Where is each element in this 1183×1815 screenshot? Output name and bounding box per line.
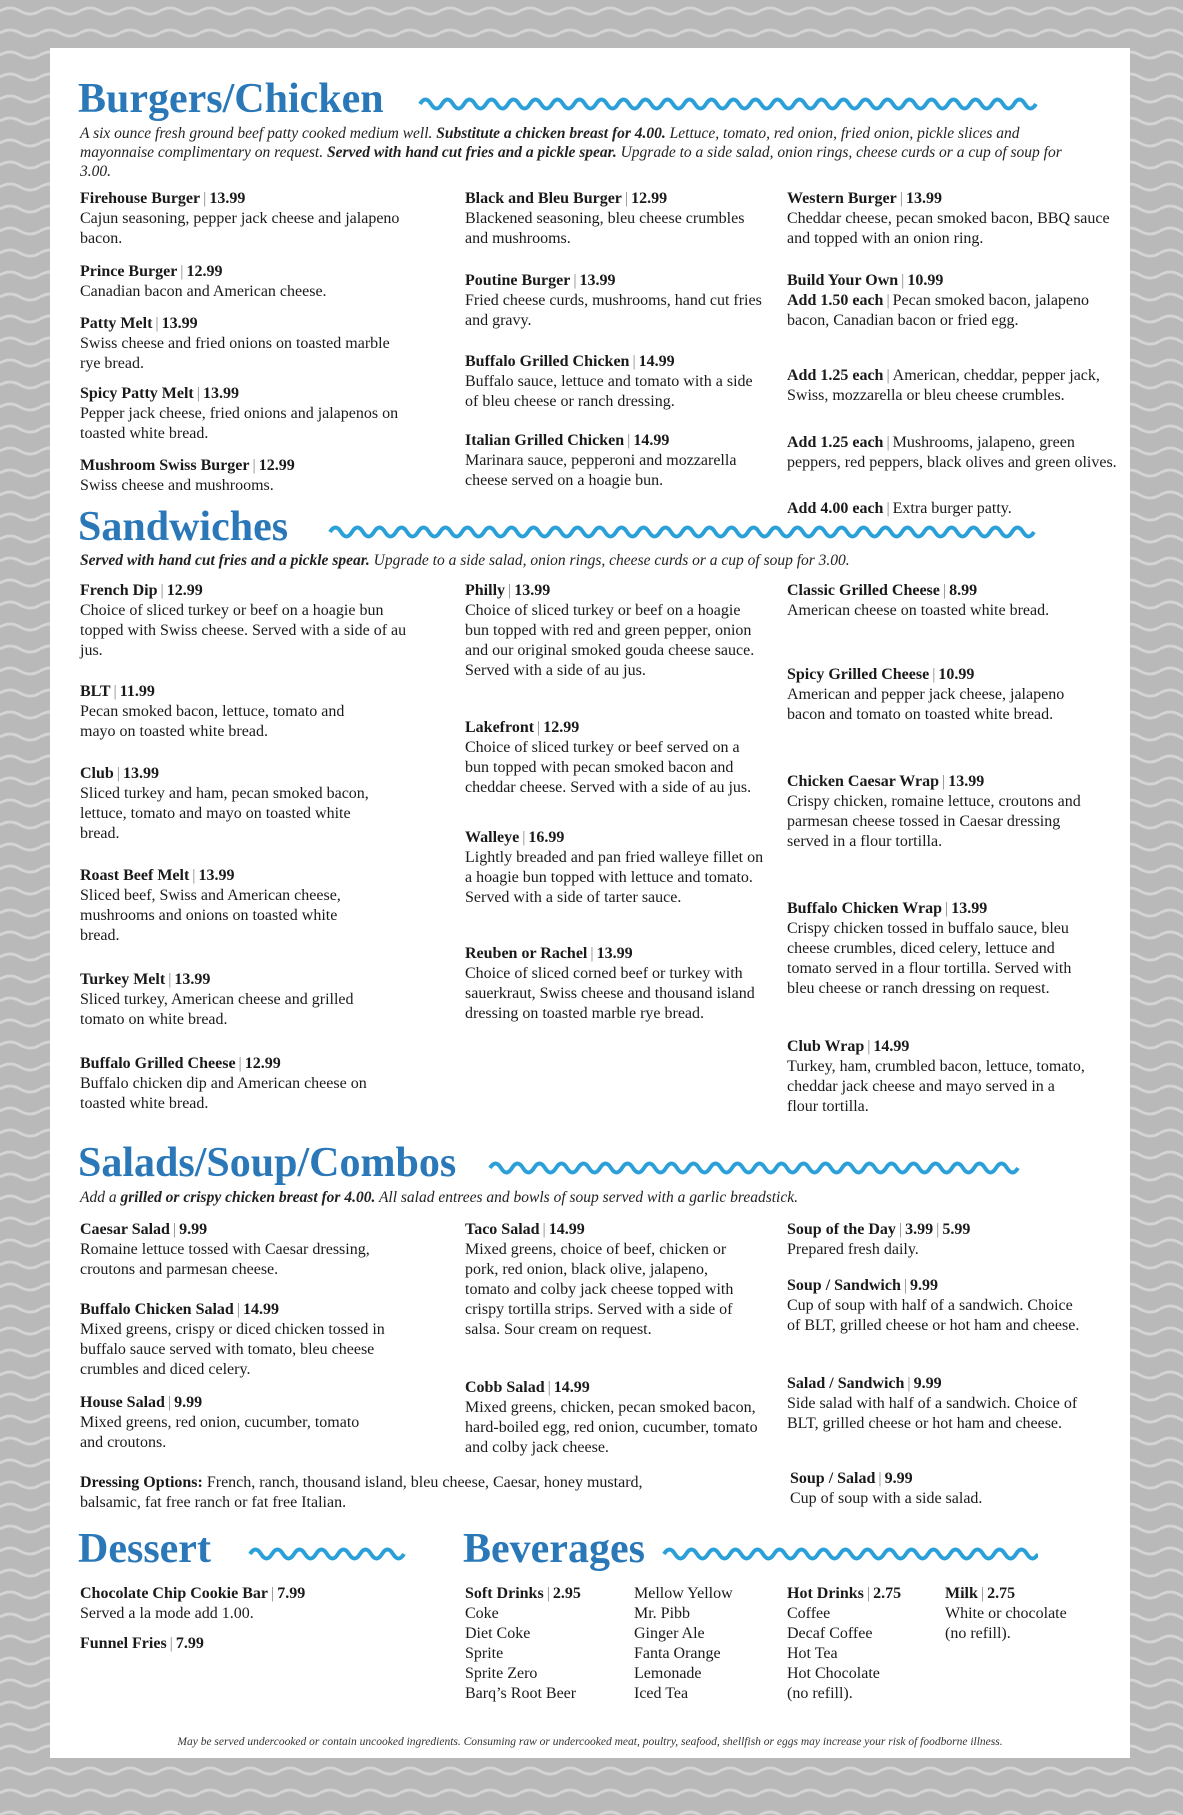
item-name: Add 1.50 each bbox=[787, 292, 884, 309]
item-price: 13.99 bbox=[579, 272, 616, 289]
footer-disclaimer: May be served undercooked or contain uncooked ingredients. Consuming raw or undercooked meat, poultry, seafood, shellfish or eggs may increase your risk of foodborne illness. bbox=[177, 1736, 1003, 1748]
item-description: Marinara sauce, pepperoni and mozzarella cheese served on a hoagie bun. bbox=[465, 452, 737, 489]
item-price: 12.99 bbox=[186, 263, 223, 280]
menu-item: Club Wrap | 14.99 Turkey, ham, crumbled bacon, lettuce, tomato, cheddar jack cheese and mayo served in a flour tortilla. bbox=[787, 1037, 1087, 1117]
item-name: French Dip bbox=[80, 582, 158, 599]
list-item: Mr. Pibb bbox=[634, 1605, 691, 1622]
item-price: 9.99 bbox=[174, 1394, 203, 1411]
item-name: Mushroom Swiss Burger bbox=[80, 457, 250, 474]
salads-title: Salads/Soup/Combos bbox=[78, 1140, 457, 1186]
item-description: Side salad with half of a sandwich. Choice of BLT, grilled cheese or hot ham and cheese. bbox=[787, 1395, 1078, 1432]
menu-item: Soup / Salad | 9.99 Cup of soup with a side salad. bbox=[790, 1469, 1090, 1509]
item-price: 13.99 bbox=[514, 582, 551, 599]
item-name: Buffalo Grilled Chicken bbox=[465, 353, 630, 370]
burgers-title: Burgers/Chicken bbox=[78, 76, 384, 122]
sandwiches-title: Sandwiches bbox=[78, 504, 289, 550]
menu-item: Spicy Grilled Cheese | 10.99 American and pepper jack cheese, jalapeno bacon and tomato on toasted white bread. bbox=[787, 665, 1087, 725]
list-item: Coke bbox=[465, 1605, 499, 1622]
item-price: 11.99 bbox=[119, 683, 155, 700]
item-price: 14.99 bbox=[873, 1038, 910, 1055]
item-description: Pecan smoked bacon, lettuce, tomato and mayo on toasted white bread. bbox=[80, 703, 345, 740]
menu-item: Philly | 13.99 Choice of sliced turkey or beef on a hoagie bun topped with red and green pepper, onion and our original smoked gouda cheese sauce. Served with a side of au jus. bbox=[465, 581, 765, 681]
item-price: 3.99 bbox=[905, 1221, 934, 1238]
item-name: Buffalo Chicken Salad bbox=[80, 1301, 234, 1318]
list-item: Diet Coke bbox=[465, 1625, 531, 1642]
burgers-intro-text-1: A six ounce fresh ground beef patty cooked medium well. bbox=[80, 125, 437, 142]
sandwiches-wave-divider bbox=[328, 518, 1038, 542]
item-price: 13.99 bbox=[209, 190, 246, 207]
hot-drinks-header: Hot Drinks | 2.75 bbox=[787, 1585, 902, 1602]
item-name: Soup / Sandwich bbox=[787, 1277, 901, 1294]
item-description: Turkey, ham, crumbled bacon, lettuce, tomato, cheddar jack cheese and mayo served in a flour tortilla. bbox=[787, 1058, 1085, 1115]
item-name: Prince Burger bbox=[80, 263, 178, 280]
menu-item: Prince Burger | 12.99 Canadian bacon and American cheese. bbox=[80, 262, 410, 302]
menu-item: Spicy Patty Melt | 13.99 Pepper jack cheese, fried onions and jalapenos on toasted white bread. bbox=[80, 384, 410, 444]
item-description: Pepper jack cheese, fried onions and jalapenos on toasted white bread. bbox=[80, 405, 399, 442]
burgers-intro bbox=[80, 124, 1080, 181]
item-name: Cobb Salad bbox=[465, 1379, 545, 1396]
burgers-wave-divider bbox=[418, 90, 1038, 114]
dessert-wave-divider bbox=[248, 1540, 423, 1564]
menu-item: Chicken Caesar Wrap | 13.99 Crispy chicken, romaine lettuce, croutons and parmesan cheese tossed in Caesar dressing served in a flour tortilla. bbox=[787, 772, 1087, 852]
salads-intro bbox=[80, 1188, 1080, 1207]
item-description: Mushrooms, jalapeno, green peppers, red peppers, black olives and green olives. bbox=[787, 434, 1117, 471]
item-name: Caesar Salad bbox=[80, 1221, 170, 1238]
item-description: Cup of soup with half of a sandwich. Choice of BLT, grilled cheese or hot ham and cheese. bbox=[787, 1297, 1080, 1334]
menu-page bbox=[50, 48, 1130, 1758]
list-item: Decaf Coffee bbox=[787, 1625, 873, 1642]
item-price: 12.99 bbox=[244, 1055, 281, 1072]
beverages-wave-divider bbox=[662, 1540, 1038, 1564]
menu-item: Classic Grilled Cheese | 8.99 American cheese on toasted white bread. bbox=[787, 581, 1087, 621]
salads-intro-text-1: Add a bbox=[80, 1189, 121, 1206]
item-description: Pecan smoked bacon, jalapeno bacon, Canadian bacon or fried egg. bbox=[787, 292, 1090, 329]
sandwiches-intro bbox=[80, 551, 1080, 570]
item-name: Buffalo Grilled Cheese bbox=[80, 1055, 236, 1072]
item-price: 16.99 bbox=[528, 829, 565, 846]
item-description: Swiss cheese and mushrooms. bbox=[80, 477, 274, 494]
menu-item: BLT | 11.99 Pecan smoked bacon, lettuce, tomato and mayo on toasted white bread. bbox=[80, 682, 380, 742]
list-item: Ginger Ale bbox=[634, 1625, 705, 1642]
item-description: Swiss cheese and fried onions on toasted marble rye bread. bbox=[80, 335, 390, 372]
menu-item: Mushroom Swiss Burger | 12.99 Swiss cheese and mushrooms. bbox=[80, 456, 410, 496]
item-description: Served a la mode add 1.00. bbox=[80, 1605, 254, 1622]
menu-item: Poutine Burger | 13.99 Fried cheese curds, mushrooms, hand cut fries and gravy. bbox=[465, 271, 765, 331]
menu-item: Chocolate Chip Cookie Bar | 7.99 Served a la mode add 1.00. bbox=[80, 1584, 420, 1624]
dressing-text: French, ranch, thousand island, bleu cheese, Caesar, honey mustard, balsamic, fat free ranch or fat free Italian. bbox=[80, 1474, 643, 1511]
item-name: Soft Drinks bbox=[465, 1585, 544, 1602]
soft-drinks-list-2 bbox=[634, 1584, 733, 1704]
item-name: Poutine Burger bbox=[465, 272, 571, 289]
item-description: Mixed greens, chicken, pecan smoked bacon, hard-boiled egg, red onion, cucumber, tomato and colby jack cheese. bbox=[465, 1399, 758, 1456]
beverages-title: Beverages bbox=[463, 1526, 645, 1572]
item-description: Fried cheese curds, mushrooms, hand cut fries and gravy. bbox=[465, 292, 762, 329]
item-name: Club bbox=[80, 765, 114, 782]
item-price: 13.99 bbox=[951, 900, 988, 917]
item-price: 13.99 bbox=[123, 765, 159, 782]
menu-item: Add 4.00 each | Extra burger patty. bbox=[787, 500, 1012, 517]
menu-item: Cobb Salad | 14.99 Mixed greens, chicken, pecan smoked bacon, hard-boiled egg, red onion, cucumber, tomato and colby jack cheese. bbox=[465, 1378, 775, 1458]
menu-item: Salad / Sandwich | 9.99 Side salad with half of a sandwich. Choice of BLT, grilled cheese or hot ham and cheese. bbox=[787, 1374, 1087, 1434]
menu-item: Club | 13.99 Sliced turkey and ham, pecan smoked bacon, lettuce, tomato and mayo on toasted white bread. bbox=[80, 764, 380, 844]
item-price: 8.99 bbox=[949, 582, 978, 599]
menu-item: French Dip | 12.99 Choice of sliced turkey or beef on a hoagie bun topped with Swiss cheese. Served with a side of au jus. bbox=[80, 581, 410, 661]
item-name: Build Your Own bbox=[787, 272, 899, 289]
item-price: 7.99 bbox=[175, 1635, 204, 1652]
item-name: Black and Bleu Burger bbox=[465, 190, 622, 207]
item-description: Mixed greens, choice of beef, chicken or pork, red onion, black olive, jalapeno, tomato and colby jack cheese topped with crispy tortilla strips. Served with a side of salsa. Sour cream on request. bbox=[465, 1241, 734, 1338]
item-price: 7.99 bbox=[277, 1585, 306, 1602]
item-description: American and pepper jack cheese, jalapeno bacon and tomato on toasted white bread. bbox=[787, 686, 1065, 723]
item-price: 12.99 bbox=[543, 719, 580, 736]
item-price: 14.99 bbox=[548, 1221, 585, 1238]
item-name: Salad / Sandwich bbox=[787, 1375, 905, 1392]
item-name: Turkey Melt bbox=[80, 971, 166, 988]
menu-item: Taco Salad | 14.99 Mixed greens, choice of beef, chicken or pork, red onion, black olive, jalapeno, tomato and colby jack cheese topped with crispy tortilla strips. Served with a side of salsa. Sour cream on request. bbox=[465, 1220, 755, 1340]
menu-item: Roast Beef Melt | 13.99 Sliced beef, Swiss and American cheese, mushrooms and onions on toasted white bread. bbox=[80, 866, 380, 946]
item-price: 9.99 bbox=[884, 1470, 913, 1487]
item-price: 13.99 bbox=[905, 190, 942, 207]
item-price: 12.99 bbox=[166, 582, 203, 599]
item-price: 13.99 bbox=[596, 945, 633, 962]
list-item: Hot Tea bbox=[787, 1645, 838, 1662]
item-description: Choice of sliced turkey or beef on a hoagie bun topped with red and green pepper, onion and our original smoked gouda cheese sauce. Served with a side of au jus. bbox=[465, 602, 755, 679]
item-price: 10.99 bbox=[907, 272, 944, 289]
list-item: Hot Chocolate bbox=[787, 1665, 880, 1682]
menu-item: Buffalo Chicken Wrap | 13.99 Crispy chicken tossed in buffalo sauce, bleu cheese crumbles, diced celery, lettuce and tomato served in a flour tortilla. Served with bleu cheese or ranch dressing on request. bbox=[787, 899, 1087, 999]
milk-list bbox=[945, 1604, 1067, 1644]
item-name: Chicken Caesar Wrap bbox=[787, 773, 940, 790]
item-name: Firehouse Burger bbox=[80, 190, 201, 207]
item-price: 9.99 bbox=[910, 1277, 939, 1294]
item-name: Milk bbox=[945, 1585, 978, 1602]
item-description: Extra burger patty. bbox=[892, 500, 1012, 517]
menu-item: House Salad | 9.99 Mixed greens, red onion, cucumber, tomato and croutons. bbox=[80, 1393, 380, 1453]
item-description: American cheese on toasted white bread. bbox=[787, 602, 1050, 619]
salads-intro-bold: grilled or crispy chicken breast for 4.00. bbox=[120, 1189, 376, 1206]
item-name: Soup of the Day bbox=[787, 1221, 896, 1238]
item-name: Western Burger bbox=[787, 190, 897, 207]
menu-item: Italian Grilled Chicken | 14.99 Marinara sauce, pepperoni and mozzarella cheese served on a hoagie bun. bbox=[465, 431, 765, 491]
burgers-intro-bold-1: Substitute a chicken breast for 4.00. bbox=[436, 125, 666, 142]
sandwiches-intro-bold: Served with hand cut fries and a pickle spear. bbox=[80, 552, 370, 569]
menu-item: Black and Bleu Burger | 12.99 Blackened seasoning, bleu cheese crumbles and mushrooms. bbox=[465, 189, 765, 249]
list-item: Fanta Orange bbox=[634, 1645, 721, 1662]
item-description: Prepared fresh daily. bbox=[787, 1241, 919, 1258]
menu-item: Buffalo Grilled Chicken | 14.99 Buffalo sauce, lettuce and tomato with a side of bleu cheese or ranch dressing. bbox=[465, 352, 765, 412]
item-name: Add 1.25 each bbox=[787, 367, 884, 384]
item-name: Reuben or Rachel bbox=[465, 945, 588, 962]
item-price: 2.75 bbox=[873, 1585, 902, 1602]
list-item: Mellow Yellow bbox=[634, 1585, 733, 1602]
item-description: American, cheddar, pepper jack, Swiss, mozzarella or bleu cheese crumbles. bbox=[787, 367, 1100, 404]
list-item: (no refill). bbox=[945, 1625, 1011, 1642]
item-description: Canadian bacon and American cheese. bbox=[80, 283, 327, 300]
item-description: Choice of sliced corned beef or turkey with sauerkraut, Swiss cheese and thousand island dressing on toasted marble rye bread. bbox=[465, 965, 755, 1022]
menu-item: Add 1.50 each | Pecan smoked bacon, jalapeno bacon, Canadian bacon or fried egg. bbox=[787, 292, 1090, 329]
item-description: Cup of soup with a side salad. bbox=[790, 1490, 983, 1507]
menu-item: Lakefront | 12.99 Choice of sliced turkey or beef served on a bun topped with pecan smoked bacon and cheddar cheese. Served with a side of au jus. bbox=[465, 718, 765, 798]
menu-item: Buffalo Chicken Salad | 14.99 Mixed greens, crispy or diced chicken tossed in buffalo sauce served with tomato, bleu cheese crumbles and diced celery. bbox=[80, 1300, 410, 1380]
menu-item: Reuben or Rachel | 13.99 Choice of sliced corned beef or turkey with sauerkraut, Swiss cheese and thousand island dressing on toasted marble rye bread. bbox=[465, 944, 765, 1024]
menu-item: Build Your Own | 10.99 bbox=[787, 272, 944, 289]
item-price-bowl: 5.99 bbox=[942, 1221, 971, 1238]
list-item: Iced Tea bbox=[634, 1685, 689, 1702]
item-description: Mixed greens, crispy or diced chicken tossed in buffalo sauce served with tomato, bleu cheese crumbles and diced celery. bbox=[80, 1321, 385, 1378]
salads-intro-text-2: All salad entrees and bowls of soup served with a garlic breadstick. bbox=[375, 1189, 798, 1206]
item-price: 14.99 bbox=[553, 1379, 590, 1396]
item-name: House Salad bbox=[80, 1394, 165, 1411]
item-name: Hot Drinks bbox=[787, 1585, 864, 1602]
item-name: Funnel Fries bbox=[80, 1635, 167, 1652]
item-price: 13.99 bbox=[198, 867, 235, 884]
menu-item: Buffalo Grilled Cheese | 12.99 Buffalo chicken dip and American cheese on toasted white bread. bbox=[80, 1054, 380, 1114]
item-price: 12.99 bbox=[258, 457, 295, 474]
burgers-intro-bold-2: Served with hand cut fries and a pickle spear. bbox=[326, 144, 617, 161]
menu-item: Caesar Salad | 9.99 Romaine lettuce tossed with Caesar dressing, croutons and parmesan cheese. bbox=[80, 1220, 400, 1280]
item-name: Italian Grilled Chicken bbox=[465, 432, 625, 449]
item-description: Sliced turkey and ham, pecan smoked bacon, lettuce, tomato and mayo on toasted white bread. bbox=[80, 785, 369, 842]
item-name: Chocolate Chip Cookie Bar bbox=[80, 1585, 268, 1602]
item-name: Classic Grilled Cheese bbox=[787, 582, 940, 599]
item-name: Soup / Salad bbox=[790, 1470, 876, 1487]
item-name: Spicy Patty Melt bbox=[80, 385, 194, 402]
menu-item: Firehouse Burger | 13.99 Cajun seasoning, pepper jack cheese and jalapeno bacon. bbox=[80, 189, 410, 249]
item-price: 9.99 bbox=[179, 1221, 208, 1238]
item-price: 13.99 bbox=[202, 385, 239, 402]
item-description: Lightly breaded and pan fried walleye fillet on a hoagie bun topped with lettuce and tomato. Served with a side of tarter sauce. bbox=[465, 849, 764, 906]
item-description: Mixed greens, red onion, cucumber, tomato and croutons. bbox=[80, 1414, 360, 1451]
item-price: 13.99 bbox=[161, 315, 198, 332]
item-price: 10.99 bbox=[938, 666, 975, 683]
item-description: Choice of sliced turkey or beef on a hoagie bun topped with Swiss cheese. Served with a side of au jus. bbox=[80, 602, 407, 659]
dessert-title: Dessert bbox=[78, 1526, 211, 1572]
item-name: Spicy Grilled Cheese bbox=[787, 666, 930, 683]
salads-wave-divider bbox=[488, 1154, 1038, 1178]
item-price: 13.99 bbox=[948, 773, 985, 790]
item-description: Cheddar cheese, pecan smoked bacon, BBQ sauce and topped with an onion ring. bbox=[787, 210, 1110, 247]
dressing-options bbox=[80, 1473, 660, 1513]
menu-item: Add 1.25 each | American, cheddar, pepper jack, Swiss, mozzarella or bleu cheese crumbles. bbox=[787, 367, 1100, 404]
item-name: Buffalo Chicken Wrap bbox=[787, 900, 942, 917]
item-price: 14.99 bbox=[638, 353, 675, 370]
list-item: White or chocolate bbox=[945, 1605, 1067, 1622]
menu-item: Walleye | 16.99 Lightly breaded and pan fried walleye fillet on a hoagie bun topped with lettuce and tomato. Served with a side of tarter sauce. bbox=[465, 829, 764, 906]
menu-item: Soup of the Day | 3.99 | 5.99 Prepared fresh daily. bbox=[787, 1220, 1087, 1260]
menu-item: Patty Melt | 13.99 Swiss cheese and fried onions on toasted marble rye bread. bbox=[80, 314, 410, 374]
item-description: Sliced turkey, American cheese and grilled tomato on white bread. bbox=[80, 991, 354, 1028]
item-price: 2.95 bbox=[552, 1585, 581, 1602]
menu-item: Add 1.25 each | Mushrooms, jalapeno, green peppers, red peppers, black olives and green olives. bbox=[787, 434, 1117, 471]
item-name: Roast Beef Melt bbox=[80, 867, 190, 884]
list-item: Sprite bbox=[465, 1645, 504, 1662]
item-name: Patty Melt bbox=[80, 315, 153, 332]
item-name: Lakefront bbox=[465, 719, 535, 736]
menu-item: Western Burger | 13.99 Cheddar cheese, pecan smoked bacon, BBQ sauce and topped with an onion ring. bbox=[787, 189, 1117, 249]
sandwiches-intro-text: Upgrade to a side salad, onion rings, cheese curds or a cup of soup for 3.00. bbox=[369, 552, 850, 569]
item-price: 13.99 bbox=[174, 971, 211, 988]
item-name: Add 4.00 each bbox=[787, 500, 884, 517]
item-price: 9.99 bbox=[913, 1375, 942, 1392]
item-description: Choice of sliced turkey or beef served on a bun topped with pecan smoked bacon and cheddar cheese. Served with a side of au jus. bbox=[465, 739, 752, 796]
item-price: 2.75 bbox=[987, 1585, 1016, 1602]
list-item: Barq’s Root Beer bbox=[465, 1685, 577, 1702]
hot-drinks-list bbox=[787, 1604, 880, 1704]
item-name: BLT bbox=[80, 683, 111, 700]
item-price: 12.99 bbox=[631, 190, 668, 207]
item-description: Crispy chicken tossed in buffalo sauce, bleu cheese crumbles, diced celery, lettuce and tomato served in a flour tortilla. Served with bleu cheese or ranch dressing on request. bbox=[787, 920, 1072, 997]
soft-drinks-header: Soft Drinks | 2.95 bbox=[465, 1585, 581, 1602]
item-description: Buffalo chicken dip and American cheese on toasted white bread. bbox=[80, 1075, 367, 1112]
milk-header: Milk | 2.75 bbox=[945, 1585, 1016, 1602]
item-name: Walleye bbox=[465, 829, 520, 846]
menu-item: Soup / Sandwich | 9.99 Cup of soup with half of a sandwich. Choice of BLT, grilled cheese or hot ham and cheese. bbox=[787, 1276, 1087, 1336]
item-description: Crispy chicken, romaine lettuce, croutons and parmesan cheese tossed in Caesar dressing served in a flour tortilla. bbox=[787, 793, 1081, 850]
item-price: 14.99 bbox=[633, 432, 670, 449]
burgers-intro-text-3: Upgrade to a side salad, onion rings, cheese curds or a cup of soup for 3.00. bbox=[80, 144, 1062, 180]
item-description: Cajun seasoning, pepper jack cheese and jalapeno bacon. bbox=[80, 210, 400, 247]
list-item: (no refill). bbox=[787, 1685, 853, 1702]
soft-drinks-list-1 bbox=[465, 1604, 576, 1704]
item-description: Blackened seasoning, bleu cheese crumbles and mushrooms. bbox=[465, 210, 745, 247]
item-name: Philly bbox=[465, 582, 506, 599]
item-name: Taco Salad bbox=[465, 1221, 540, 1238]
menu-item: Turkey Melt | 13.99 Sliced turkey, American cheese and grilled tomato on white bread. bbox=[80, 970, 380, 1030]
item-description: Sliced beef, Swiss and American cheese, mushrooms and onions on toasted white bread. bbox=[80, 887, 341, 944]
item-name: Club Wrap bbox=[787, 1038, 865, 1055]
dressing-label: Dressing Options: bbox=[80, 1474, 203, 1491]
list-item: Sprite Zero bbox=[465, 1665, 538, 1682]
list-item: Lemonade bbox=[634, 1665, 702, 1682]
item-description: Romaine lettuce tossed with Caesar dressing, croutons and parmesan cheese. bbox=[80, 1241, 370, 1278]
item-price: 14.99 bbox=[243, 1301, 280, 1318]
list-item: Coffee bbox=[787, 1605, 831, 1622]
item-description: Buffalo sauce, lettuce and tomato with a side of bleu cheese or ranch dressing. bbox=[465, 373, 753, 410]
menu-item: Funnel Fries | 7.99 bbox=[80, 1635, 204, 1652]
item-name: Add 1.25 each bbox=[787, 434, 884, 451]
burgers-intro-text-2: Lettuce, tomato, red onion, fried onion, pickle slices and mayonnaise complimentary on request. bbox=[80, 125, 1020, 161]
